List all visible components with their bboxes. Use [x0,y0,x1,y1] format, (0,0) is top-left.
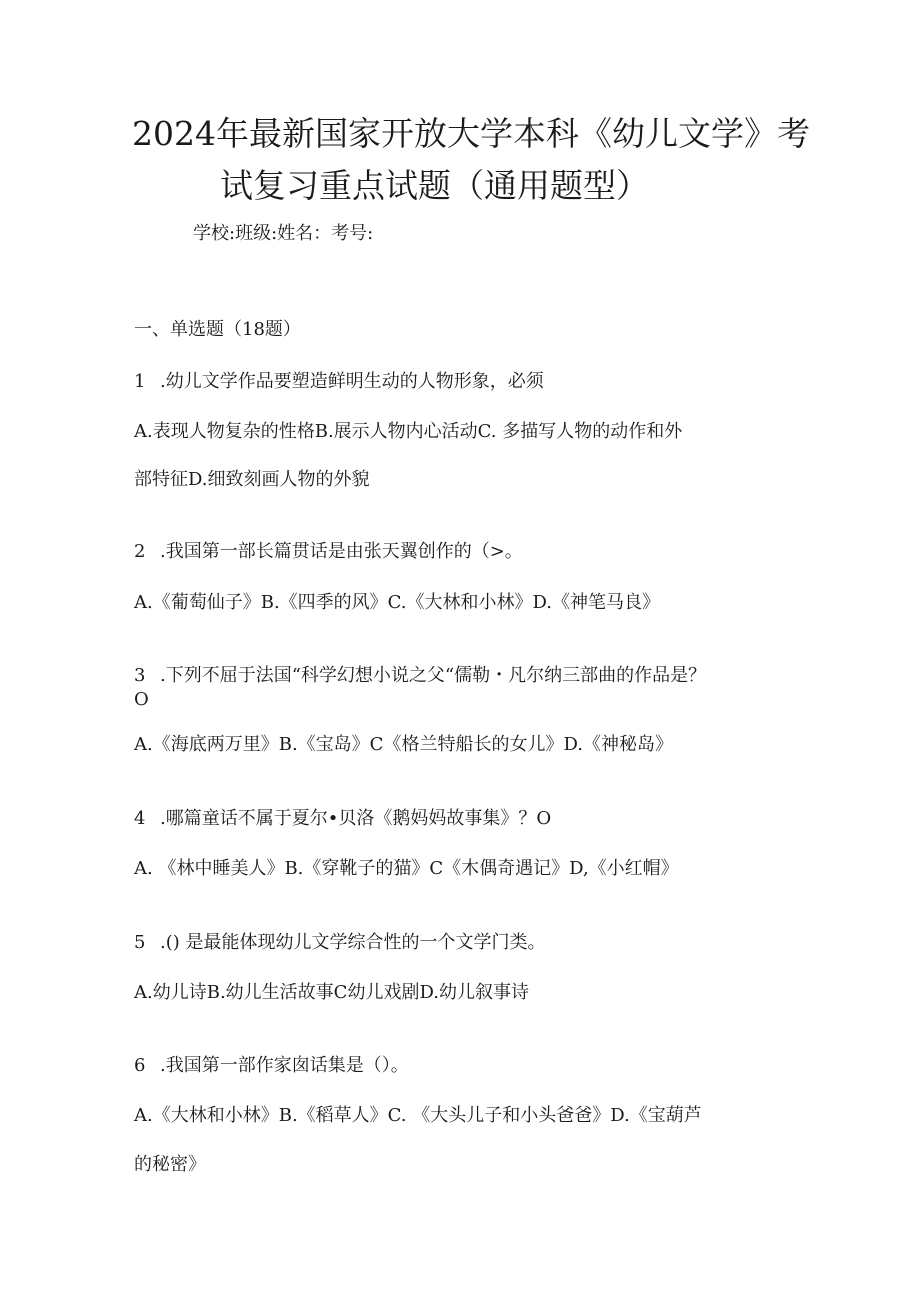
question-1-options-line-1: A.表现人物复杂的性格B.展示人物内心活动C. 多描写人物的动作和外 [134,421,683,442]
question-5 [134,929,794,957]
question-number: 5 [134,932,146,953]
title-line-2: 试复习重点试题（通用题型） [220,166,649,205]
question-1 [134,368,794,396]
question-6-options-line-1: A.《大林和小林》B.《稻草人》C. 《大头儿子和小头爸爸》D.《宝葫芦 [134,1105,702,1126]
question-3-options: A.《海底两万里》B.《宝岛》C《格兰特船长的女儿》D.《神秘岛》 [134,734,673,755]
question-4 [134,805,794,833]
question-number: 4 [134,808,146,829]
question-text: .我国第一部长篇贯话是由张天翼创作的（>。 [160,541,523,562]
question-number: 2 [134,541,146,562]
question-text: .我国第一部作家囱话集是（）。 [160,1055,409,1076]
question-number: 1 [134,371,146,392]
question-text: .幼儿文学作品要塑造鲜明生动的人物形象，必须 [160,371,544,392]
question-6-options-line-2: 的秘密》 [134,1154,206,1175]
question-text: .() 是最能体现幼儿文学综合性的一个文学门类。 [160,932,546,953]
question-text: .哪篇童话不属于夏尔•贝洛《鹅妈妈故事集》？O [160,808,552,829]
question-2 [134,538,794,566]
question-4-options: A. 《林中睡美人》B.《穿靴子的猫》C《木偶奇遇记》D,《小红帽》 [134,858,679,879]
question-2-options: A.《葡萄仙子》B.《四季的风》C.《大林和小林》D.《神笔马良》 [134,592,661,613]
document-title [100,108,820,212]
student-info-line: 学校:班级:姓名：考号: [193,223,374,244]
question-3-text-line-2: O [134,689,149,710]
section-heading: 一、单选题（18题） [134,319,301,340]
question-1-options-line-2: 部特征D.细致刻画人物的外貌 [134,469,370,490]
question-text: .下列不屈于法国“科学幻想小说之父“儒勒・凡尔纳三部曲的作品是？ [160,665,707,686]
title-line-1: 2024年最新国家开放大学本科《幼儿文学》考 [132,114,810,153]
question-5-options: A.幼儿诗B.幼儿生活故事C幼儿戏剧D.幼儿叙事诗 [134,982,529,1003]
question-number: 3 [134,665,146,686]
question-number: 6 [134,1055,146,1076]
question-6 [134,1052,794,1080]
